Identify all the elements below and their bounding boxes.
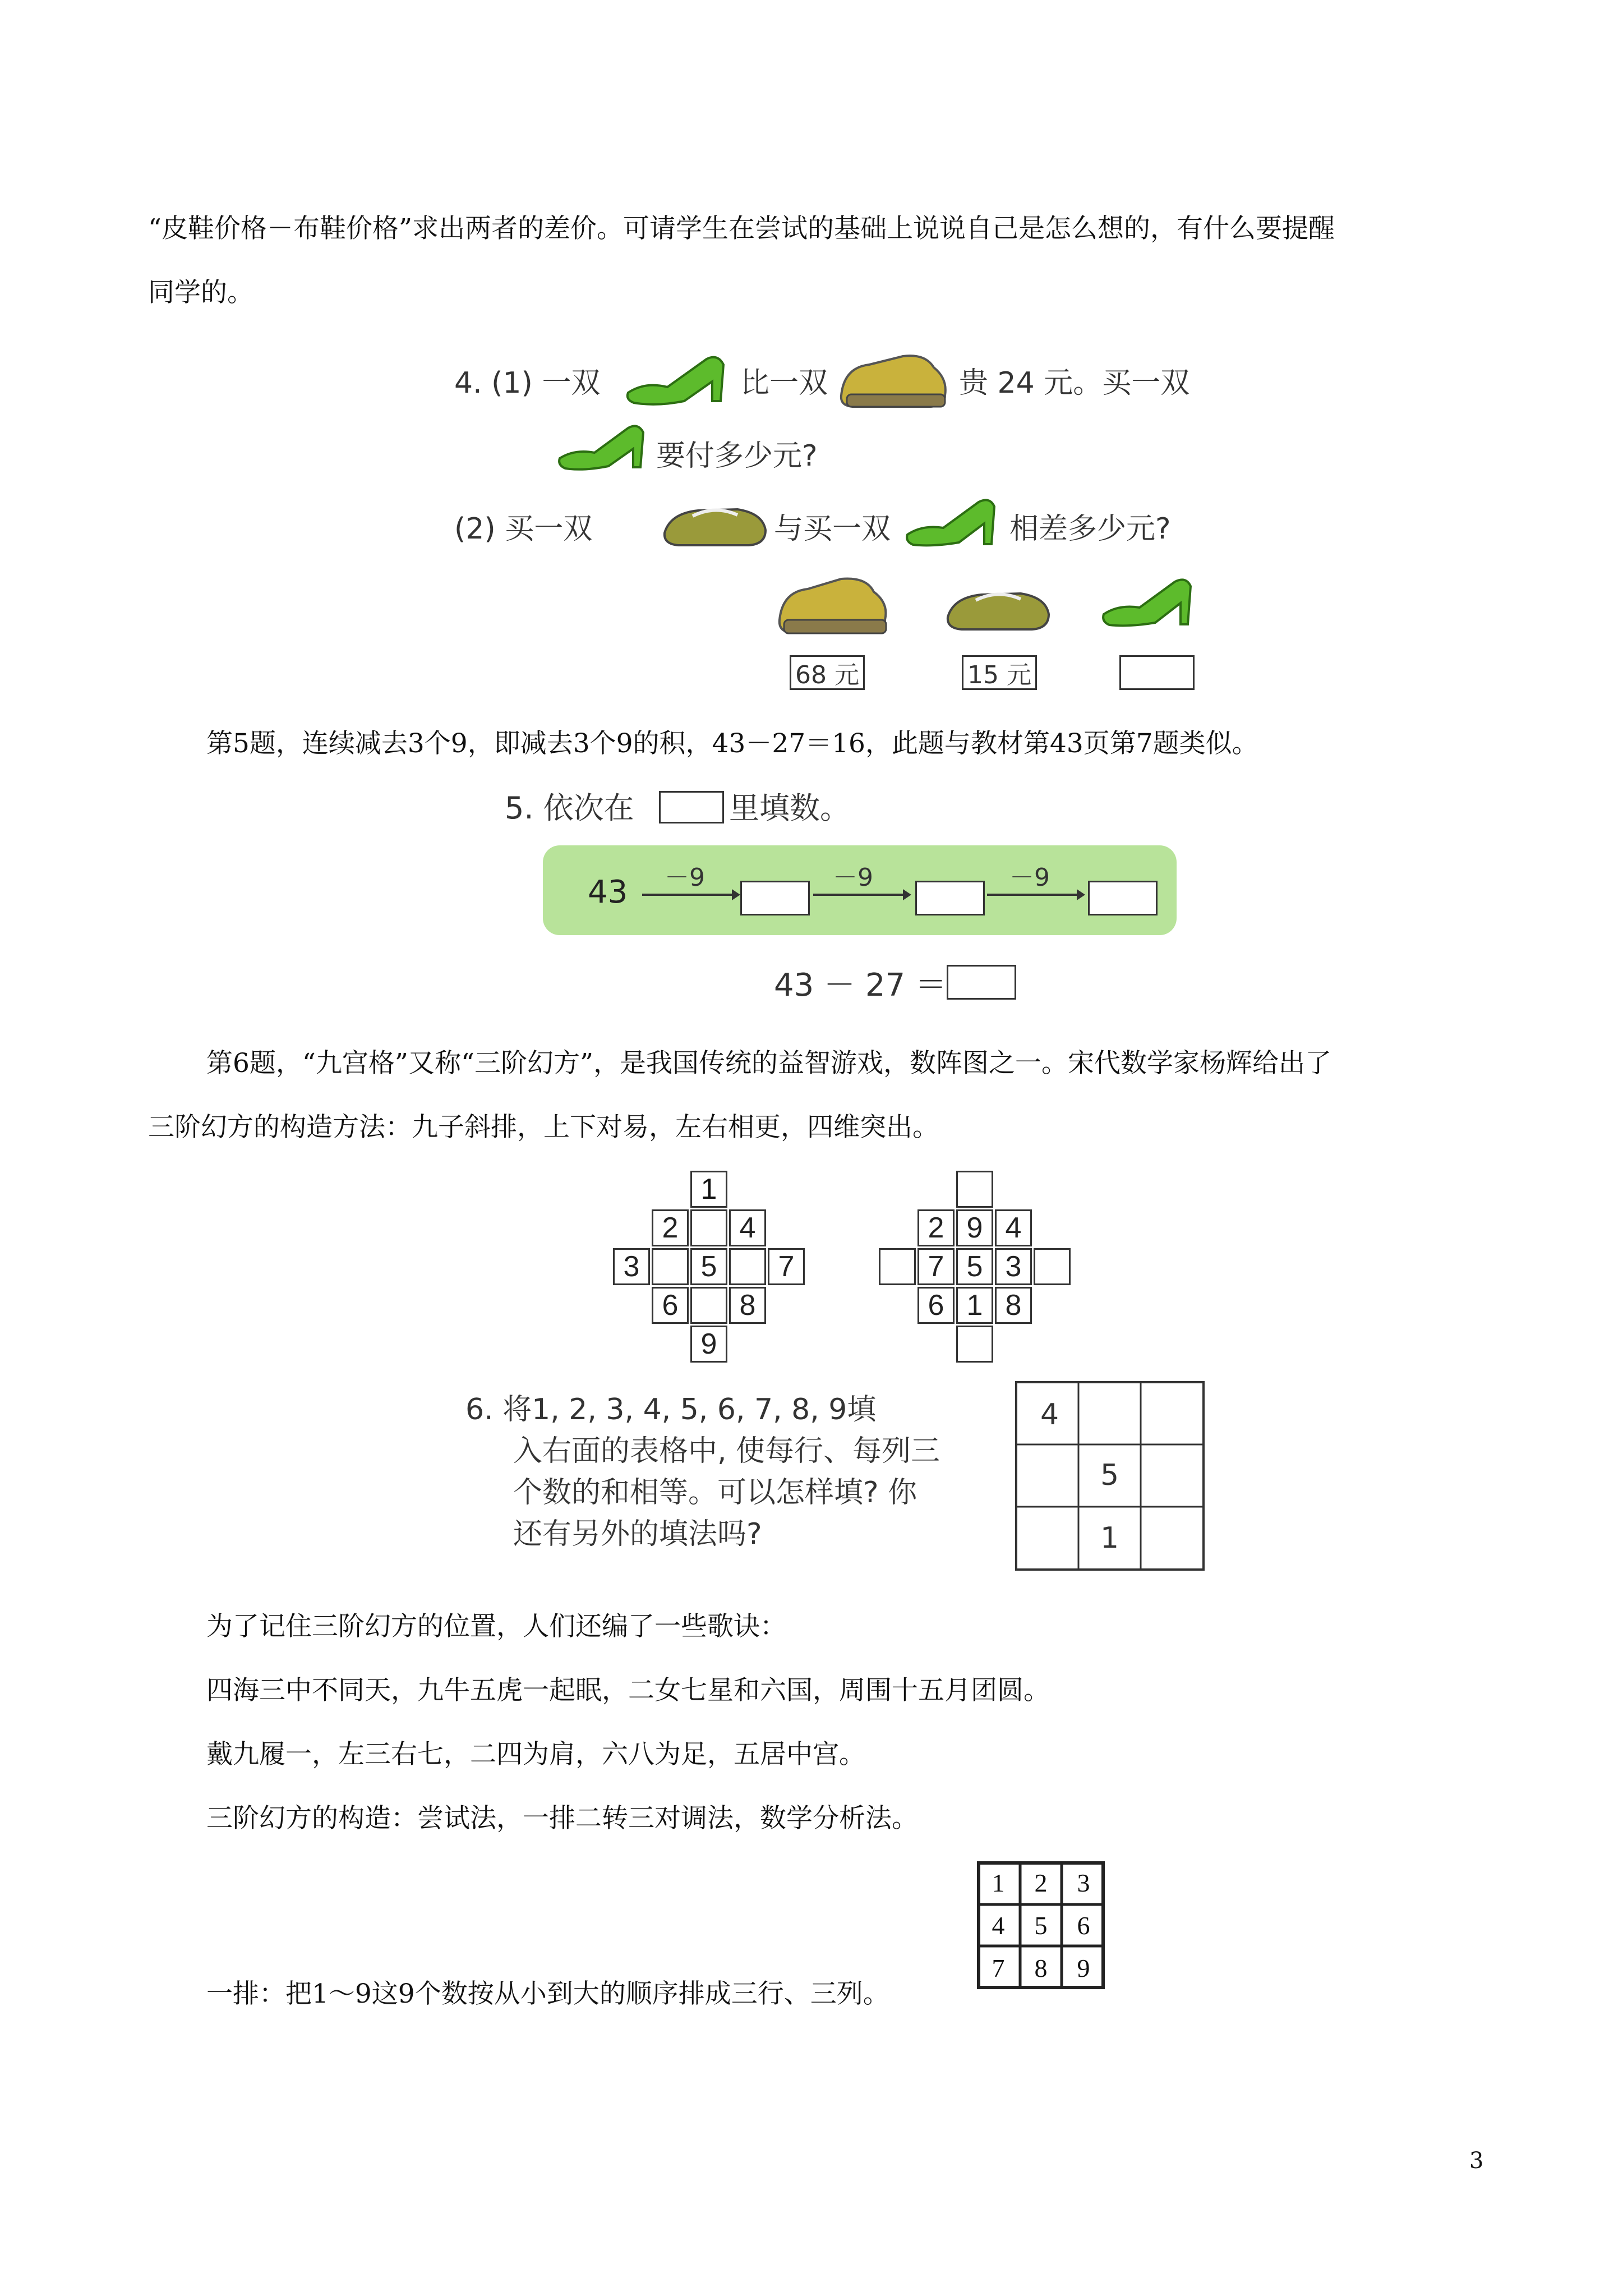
q4-line3-b: 与买一双: [774, 512, 891, 546]
high-heel-icon: [555, 418, 651, 474]
diamond-number-2: 2: [652, 1209, 689, 1246]
q6-cell-top-left: 4: [1040, 1398, 1059, 1432]
paragraph-1-line-2: 同学的。: [148, 277, 253, 308]
high-heel-icon: [623, 348, 735, 409]
magic-cell-r1c3: 4: [995, 1209, 1032, 1246]
seq-cell-r3c2: 8: [1034, 1953, 1048, 1982]
q4-line1-b: 比一双: [740, 366, 828, 400]
q4-line3-a: (2) 买一双: [454, 512, 593, 546]
seq-cell-r1c3: 3: [1077, 1868, 1090, 1897]
paragraph-8: 一排：把1～9这9个数按从小到大的顺序排成三行、三列。: [206, 1978, 889, 2009]
q6-cell-bottom-middle: 1: [1100, 1521, 1119, 1555]
diamond-number-4: 4: [729, 1209, 766, 1246]
seq-cell-r1c2: 2: [1034, 1868, 1048, 1897]
diamond-number-1: 1: [700, 1173, 717, 1205]
q6-cell-center: 5: [1100, 1458, 1119, 1492]
paragraph-5: 四海三中不同天，九牛五虎一起眠，二女七星和六国，周围十五月团圆。: [206, 1675, 1050, 1706]
page-number: 3: [1469, 2148, 1484, 2174]
seq-cell-r1c1: 1: [992, 1868, 1005, 1897]
q6-text-line-3: 个数的和相等。可以怎样填? 你: [513, 1476, 917, 1510]
q4-line2: 要付多少元?: [656, 439, 818, 473]
q5-title-b: 里填数。: [729, 790, 850, 826]
paragraph-3-line-1: 第6题，“九宫格”又称“三阶幻方”，是我国传统的益智游戏，数阵图之一。宋代数学家杨辉给出了: [206, 1048, 1332, 1079]
paragraph-1-line-1: “皮鞋价格－布鞋价格”求出两者的差价。可请学生在尝试的基础上说说自己是怎么想的，有什么要提醒: [148, 213, 1335, 244]
magic-cell-r2c1: 7: [917, 1248, 955, 1285]
price-box-sneaker: 68 元: [790, 655, 865, 690]
paragraph-2: 第5题，连续减去3个9，即减去3个9的积，43－27＝16，此题与教材第43页第7题类似。: [206, 728, 1258, 759]
diamond-number-3: 3: [613, 1248, 650, 1285]
q5-title-a: 5. 依次在: [505, 790, 634, 826]
magic-cell-r3c3: 8: [995, 1287, 1032, 1324]
cloth-shoe-icon: [942, 578, 1054, 634]
diamond-number-9: 9: [690, 1326, 727, 1363]
q5-equation-answer-box: [947, 965, 1016, 1000]
price-box-cloth-shoe: 15 元: [962, 655, 1037, 690]
seq-cell-r3c3: 9: [1077, 1953, 1090, 1982]
q5-start-number: 43: [588, 874, 628, 910]
diamond-arrangement: [613, 1171, 806, 1364]
q5-step-label-3: －9: [1009, 863, 1050, 892]
magic-cell-r2c2: 5: [956, 1248, 993, 1285]
seq-cell-r3c1: 7: [992, 1953, 1005, 1982]
q4-line1-c: 贵 24 元。买一双: [959, 366, 1190, 400]
question-5-figure: [494, 780, 1189, 1015]
q4-line3-c: 相差多少元?: [1009, 512, 1171, 546]
paragraph-6: 戴九履一，左三右七，二四为肩，六八为足，五居中宫。: [206, 1739, 865, 1770]
seq-cell-r2c3: 6: [1077, 1911, 1090, 1940]
q4-line1-a: 4. (1) 一双: [454, 366, 601, 400]
diamond-number-8: 8: [729, 1287, 766, 1324]
cloth-shoe-icon: [659, 494, 771, 550]
paragraph-4: 为了记住三阶幻方的位置，人们还编了一些歌诀：: [206, 1611, 786, 1642]
sneaker-icon: [774, 567, 892, 639]
paragraph-7: 三阶幻方的构造：尝试法，一排二转三对调法，数学分析法。: [206, 1803, 918, 1834]
price-box-high-heel: [1119, 655, 1195, 690]
q5-answer-box-1: [740, 881, 810, 915]
diamond-number-6: 6: [652, 1287, 689, 1324]
question-6-figure: [460, 1374, 1217, 1588]
diamond-number-5: 5: [690, 1248, 727, 1285]
q5-answer-box-3: [1088, 881, 1158, 915]
arrow-right-icon: [813, 886, 911, 903]
high-heel-icon: [903, 491, 1004, 553]
q5-step-label-2: －9: [833, 863, 873, 892]
arrow-right-icon: [987, 886, 1085, 903]
magic-square-cross: [879, 1171, 1072, 1364]
q6-text-line-4: 还有另外的填法吗?: [513, 1517, 762, 1551]
magic-cell-r3c1: 6: [917, 1287, 955, 1324]
sequential-grid: [977, 1861, 1105, 1989]
q6-text-line-1: 6. 将1, 2, 3, 4, 5, 6, 7, 8, 9填: [465, 1393, 877, 1427]
q5-step-label-1: －9: [665, 863, 705, 892]
magic-cell-r1c2: 9: [956, 1209, 993, 1246]
magic-cell-r3c2: 1: [956, 1287, 993, 1324]
q5-answer-box-2: [915, 881, 985, 915]
q6-text-line-2: 入右面的表格中, 使每行、每列三: [513, 1434, 940, 1468]
diamond-number-7: 7: [768, 1248, 805, 1285]
q5-title-blank-box: [659, 791, 724, 823]
paragraph-3-line-2: 三阶幻方的构造方法：九子斜排，上下对易，左右相更，四维突出。: [148, 1112, 939, 1143]
high-heel-icon: [1099, 569, 1200, 634]
sneaker-icon: [836, 345, 953, 412]
magic-cell-r1c1: 2: [917, 1209, 955, 1246]
q5-equation: 43 － 27 ＝: [774, 967, 947, 1004]
question-4-figure: [454, 337, 1217, 696]
arrow-right-icon: [642, 886, 740, 903]
seq-cell-r2c1: 4: [992, 1911, 1005, 1940]
magic-cell-r2c3: 3: [995, 1248, 1032, 1285]
seq-cell-r2c2: 5: [1034, 1911, 1048, 1940]
